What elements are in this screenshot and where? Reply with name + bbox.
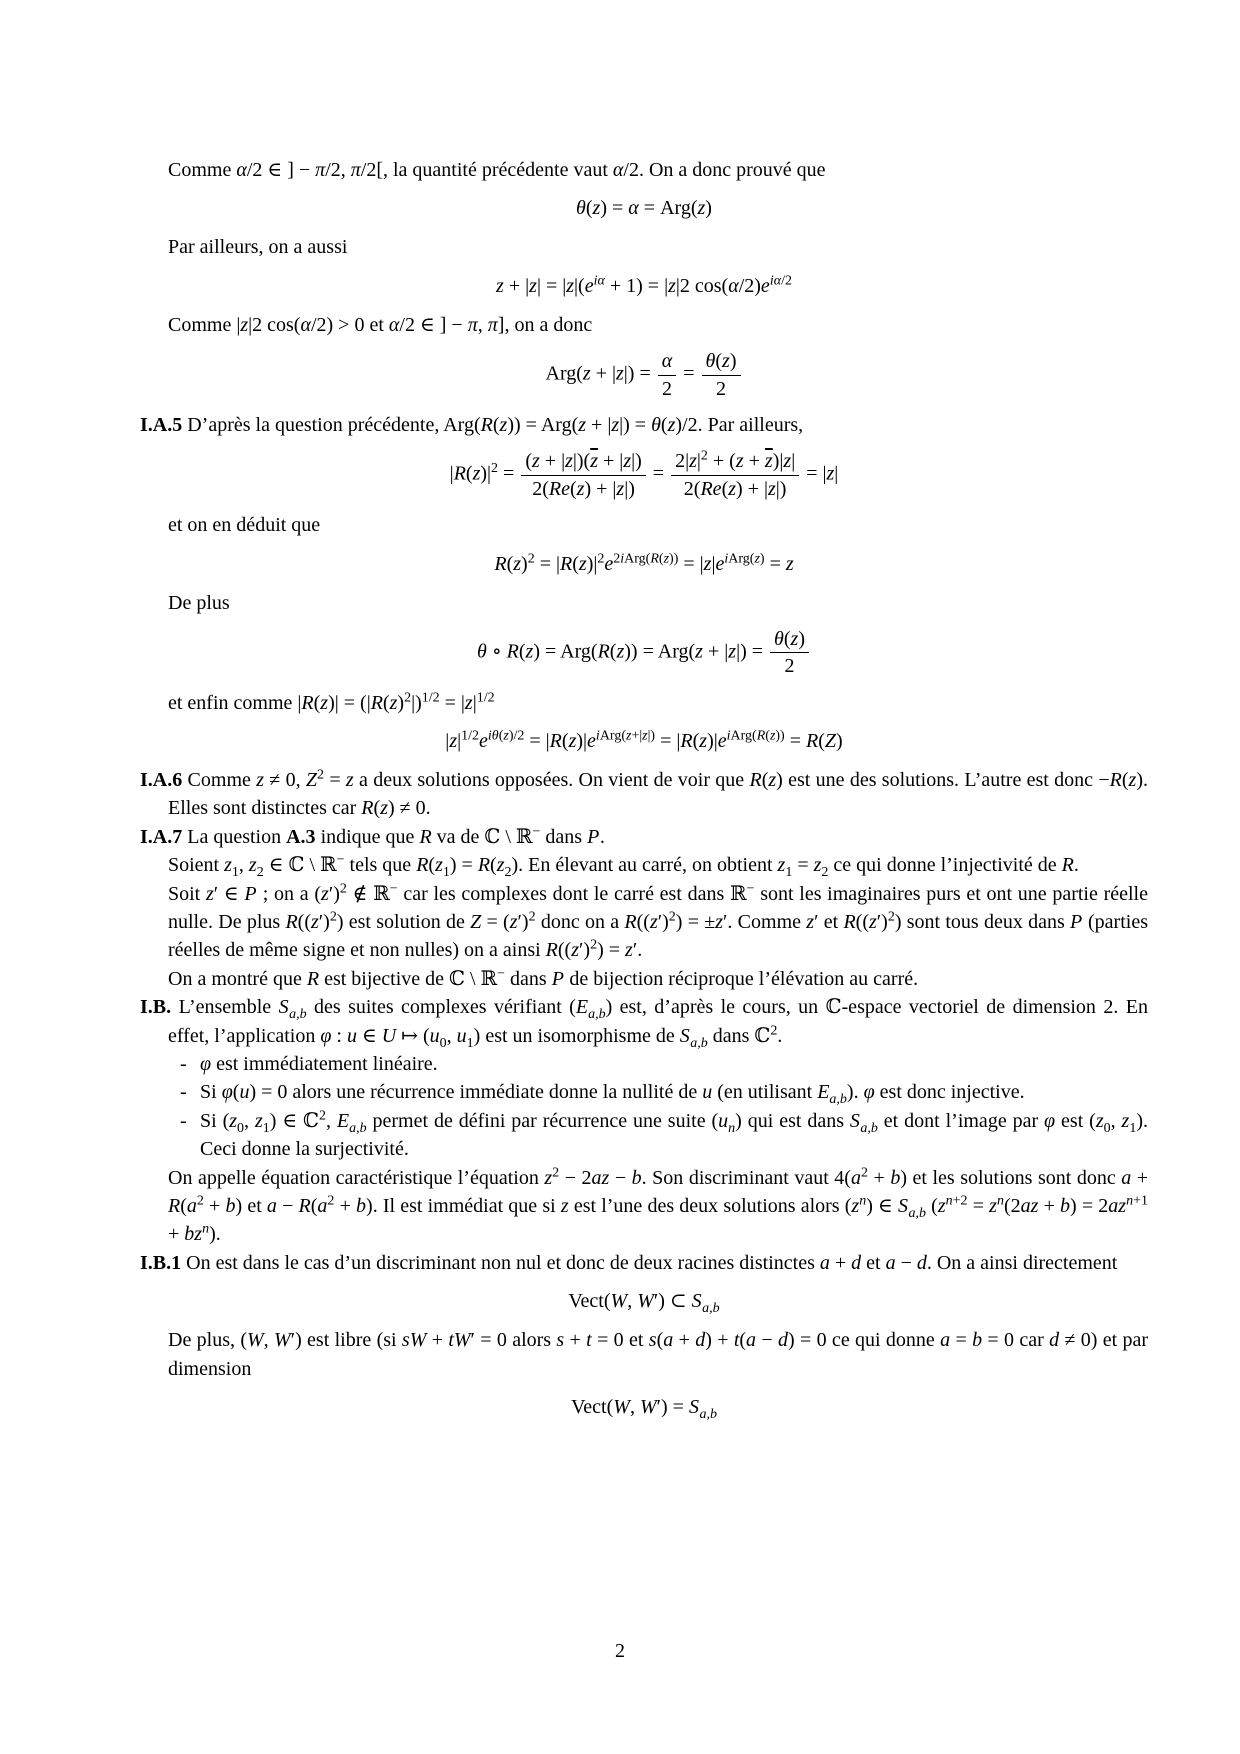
paragraph: Comme α/2 ∈ ] − π/2, π/2[, la quantité précédente vaut α/2. On a donc prouvé que [168, 159, 826, 181]
dash-bullet: - [180, 1109, 187, 1132]
equation-R-squared: $R(z)^2 = |R(z)|^2e^{2iArg(R(z))} = |z|e^{iArg(z)} = z$ [494, 550, 794, 575]
equation-vect-equals: Vect(W, $W') = S_{a,b}$ [571, 1395, 717, 1422]
paragraph: Comme |z|2 cos(α/2) > 0 et α/2 ∈ ] − π, π], on a donc [168, 313, 593, 336]
paragraph: Soit z′ ∈ P ; on a $(z')^2$ ∉ ℝ− car les complexes dont le carré est dans ℝ− sont les imaginaires purs et ont une partie réelle nulle. De plus $R((z')^2)$ est solution de $Z = (z')^2$ donc on a $R((z')^2) = \pm z'$. Comme z′ et $R((z')^2)$ sont tous deux dans P (parties réelles de même signe et non nulles) on a ainsi $R((z')^2) = z'$. [168, 880, 1148, 962]
question-text: La question A.3 indique que R va de ℂ \ ℝ− dans P. [187, 824, 605, 848]
page-body [140, 156, 1148, 1432]
question-label: I.A.6 [140, 769, 183, 792]
question-IA7 [140, 823, 1148, 851]
paragraph: On appelle équation caractéristique l’équation $z^2 - 2az - b$. Son discriminant vaut $4(a^2 + b)$ et les solutions sont donc $a + R(a^2 + b)$ et $a - R(a^2 + b)$. Il est immédiat que si z est l’une des deux solutions alors $(z^n)$ ∈ $S_{a,b}$ $(z^{n+2} = z^n(2az + b) = 2az^{n+1} + bz^n)$. [168, 1164, 1149, 1246]
question-IA5 [140, 411, 1148, 439]
paragraph: De plus, (W, W′) est libre (si sW + tW′ = 0 alors s + t = 0 et s(a + d) + t(a − d) = 0 ce qui donne a = b = 0 car d ≠ 0) et par dimension [168, 1329, 1149, 1380]
paragraph: On a montré que R est bijective de ℂ \ ℝ− dans P de bijection réciproque l’élévation au carré. [168, 966, 919, 990]
question-text: On est dans le cas d’un discriminant non nul et donc de deux racines distinctes a + d et a − d. On a ainsi directement [186, 1251, 1118, 1274]
paragraph: Par ailleurs, on a aussi [168, 236, 348, 259]
question-IA6 [140, 766, 1148, 823]
equation-final-RZ: $|z|^{1/2}e^{i\theta(z)/2} = |R(z)|e^{iArg(z+|z|)} = |R(z)|e^{iArg(R(z))} = R(Z)$ [445, 728, 843, 753]
dash-bullet: - [180, 1052, 187, 1075]
equation-z-plus-modz: $z + |z| = |z|(e^{i\alpha} + 1) = |z|2$ $\cos(\alpha/2)e^{i\alpha/2}$ [496, 273, 792, 297]
paragraph: De plus [168, 591, 230, 614]
question-label: I.A.5 [140, 413, 183, 436]
paragraph: et on en déduit que [168, 514, 321, 537]
question-text: D’après la question précédente, Arg(R(z)) = Arg(z + |z|) = θ(z)/2. Par ailleurs, [187, 413, 804, 436]
question-IB [140, 993, 1148, 1051]
equation-modR-squared: $|R(z)|^2$ = $\frac{(z + |z|)(\overline{z} + |z|)}{2(Re(z) + |z|)}$ = $\frac{2|z|^2 + (z + \overline{z})|z|}{2(Re(z) + |z|)}$ = |z| [449, 448, 839, 500]
question-label: I.A.7 [140, 825, 183, 848]
equation-arg-fraction: Arg(z + |z|) = $\frac{\alpha}{2}$ = $\frac{\theta(z)}{2}$ [140, 350, 1148, 400]
paragraph: et enfin comme $|R(z)| = (|R(z)^2|)^{1/2} = |z|^{1/2}$ [168, 690, 495, 714]
list-item-text: φ est immédiatement linéaire. [200, 1052, 438, 1075]
list-item-text: Si ($z_0$, $z_1$) ∈ ℂ$^2$, $E_{a,b}$ permet de défini par récurrence une suite $(u_n)$ qui est dans $S_{a,b}$ et dont l’image par φ est ($z_0$, $z_1$). Ceci donne la surjectivité. [200, 1108, 1149, 1161]
paragraph: Soient $z_1$, $z_2$ ∈ ℂ \ ℝ− tels que $R(z_1) = R(z_2)$. En élevant au carré, on obtient $z_1 = z_2$ ce qui donne l’injectivité de R. [168, 852, 1079, 881]
list-item [180, 1050, 1148, 1078]
list-item [180, 1107, 1149, 1164]
dash-bullet: - [180, 1081, 187, 1104]
question-text: Comme z ≠ 0, $Z^2 = z$ a deux solutions opposées. On vient de voir que R(z) est une des solutions. L’autre est donc −R(z). Elles sont distinctes car R(z) ≠ 0. [168, 767, 1148, 820]
question-label: I.B.1 [140, 1251, 182, 1274]
question-label: I.B. [140, 996, 172, 1019]
page-number: 2 [615, 1640, 625, 1662]
equation-theta-compose-R: θ ∘ R(z) = Arg(R(z)) = Arg(z + |z|) = $\frac{\theta(z)}{2}$ [140, 628, 1148, 678]
list-item-text: Si φ(u) = 0 alors une récurrence immédiate donne la nullité de u (en utilisant $E_{a,b}$). φ est donc injective. [200, 1081, 1025, 1108]
equation-vect-subset: Vect(W, W′) ⊂ $S_{a,b}$ [568, 1290, 720, 1317]
question-text: L’ensemble $S_{a,b}$ des suites complexes vérifiant $(E_{a,b})$ est, d’après le cours, un ℂ-espace vectoriel de dimension 2. En effet, l’application φ : u ∈ U ↦ ($u_0$, $u_1$) est un isomorphisme de $S_{a,b}$ dans ℂ$^2$. [168, 996, 1148, 1051]
question-IB1 [140, 1249, 1148, 1277]
equation-theta-arg: θ(z) = α = Arg(z) [576, 197, 712, 220]
list-item [180, 1078, 1148, 1108]
